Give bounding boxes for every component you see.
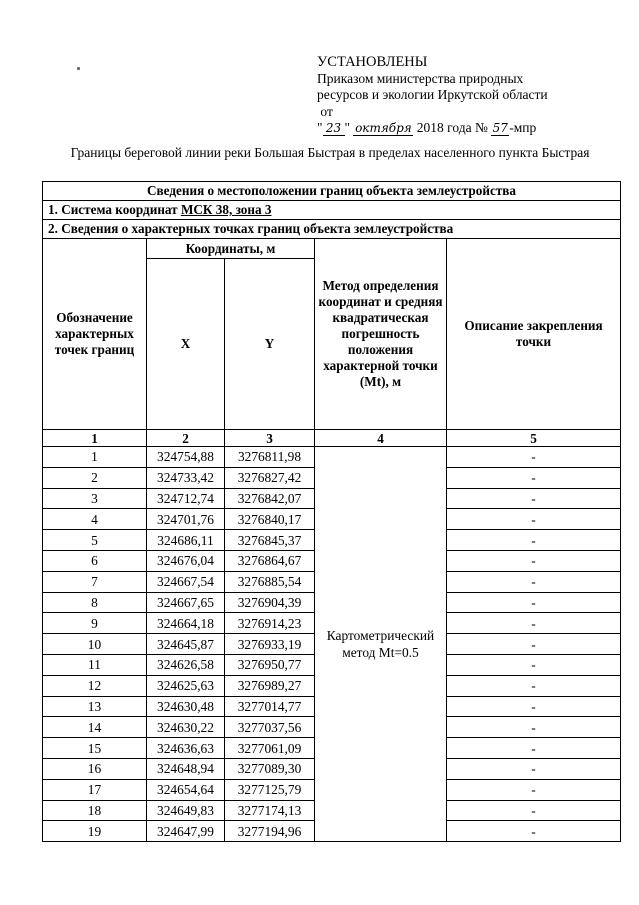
point-id: 1 <box>43 447 147 468</box>
point-x: 324667,54 <box>147 571 225 592</box>
approval-from: от <box>320 103 333 119</box>
point-y: 3277089,30 <box>225 758 315 779</box>
point-id: 12 <box>43 675 147 696</box>
point-description: - <box>447 758 621 779</box>
approval-ministry-line: ресурсов и экологии Иркутской области <box>317 87 548 102</box>
approval-month: октября <box>355 121 412 135</box>
point-id: 4 <box>43 509 147 530</box>
table-row <box>43 447 621 468</box>
point-x: 324664,18 <box>147 613 225 634</box>
point-id: 9 <box>43 613 147 634</box>
point-x: 324636,63 <box>147 738 225 759</box>
point-id: 17 <box>43 779 147 800</box>
approval-stamp <box>317 54 548 137</box>
point-x: 324645,87 <box>147 634 225 655</box>
point-x: 324676,04 <box>147 550 225 571</box>
point-description: - <box>447 488 621 509</box>
point-description: - <box>447 467 621 488</box>
point-y: 3276811,98 <box>225 447 315 468</box>
point-x: 324667,65 <box>147 592 225 613</box>
point-y: 3276845,37 <box>225 530 315 551</box>
col-number-3: 3 <box>225 430 315 447</box>
point-description: - <box>447 675 621 696</box>
col-number-5: 5 <box>447 430 621 447</box>
approval-year: 2018 года № <box>416 120 488 135</box>
quote-close: " <box>344 120 351 135</box>
col-x-header: X <box>147 259 225 430</box>
point-id: 19 <box>43 821 147 842</box>
method-cell: Картометрический метод Mt=0.5 <box>315 447 447 842</box>
approval-order-line: Приказом министерства природных <box>317 70 524 86</box>
col-number-1: 1 <box>43 430 147 447</box>
point-y: 3277125,79 <box>225 779 315 800</box>
point-description: - <box>447 717 621 738</box>
point-description: - <box>447 550 621 571</box>
point-id: 5 <box>43 530 147 551</box>
point-x: 324647,99 <box>147 821 225 842</box>
point-x: 324648,94 <box>147 758 225 779</box>
point-id: 18 <box>43 800 147 821</box>
scan-speck <box>77 67 80 70</box>
point-id: 7 <box>43 571 147 592</box>
document-title: Границы береговой линии реки Большая Быстрая в пределах населенного пункта Быстрая <box>70 145 590 160</box>
col-coordinates-header: Координаты, м <box>147 239 315 259</box>
point-y: 3276840,17 <box>225 509 315 530</box>
boundary-table <box>42 181 621 842</box>
point-x: 324654,64 <box>147 779 225 800</box>
points-header: 2. Сведения о характерных точках границ объекта землеустройства <box>43 220 621 239</box>
point-description: - <box>447 738 621 759</box>
point-y: 3277174,13 <box>225 800 315 821</box>
point-y: 3277037,56 <box>225 717 315 738</box>
approval-from-line <box>317 104 548 121</box>
point-x: 324701,76 <box>147 509 225 530</box>
point-x: 324686,11 <box>147 530 225 551</box>
point-y: 3277194,96 <box>225 821 315 842</box>
point-id: 10 <box>43 634 147 655</box>
col-number-2: 2 <box>147 430 225 447</box>
point-description: - <box>447 613 621 634</box>
col-y-header: Y <box>225 259 315 430</box>
point-description: - <box>447 571 621 592</box>
col-number-4: 4 <box>315 430 447 447</box>
point-x: 324630,48 <box>147 696 225 717</box>
point-description: - <box>447 779 621 800</box>
point-y: 3276864,67 <box>225 550 315 571</box>
point-description: - <box>447 800 621 821</box>
point-description: - <box>447 654 621 675</box>
point-description: - <box>447 821 621 842</box>
point-y: 3277014,77 <box>225 696 315 717</box>
point-y: 3276989,27 <box>225 675 315 696</box>
point-x: 324649,83 <box>147 800 225 821</box>
approval-number: 57 <box>492 121 508 135</box>
col-designation-header: Обозначение характерных точек границ <box>43 239 147 430</box>
point-y: 3276827,42 <box>225 467 315 488</box>
point-id: 2 <box>43 467 147 488</box>
point-description: - <box>447 509 621 530</box>
quote-open: " <box>317 120 323 135</box>
point-y: 3276842,07 <box>225 488 315 509</box>
section-header: Сведения о местоположении границ объекта землеустройства <box>43 182 621 201</box>
point-y: 3276933,19 <box>225 634 315 655</box>
point-description: - <box>447 530 621 551</box>
point-y: 3276914,23 <box>225 613 315 634</box>
point-x: 324630,22 <box>147 717 225 738</box>
point-id: 3 <box>43 488 147 509</box>
point-id: 14 <box>43 717 147 738</box>
point-x: 324626,58 <box>147 654 225 675</box>
approval-heading: УСТАНОВЛЕНЫ <box>317 54 428 70</box>
point-description: - <box>447 447 621 468</box>
point-x: 324733,42 <box>147 467 225 488</box>
point-x: 324754,88 <box>147 447 225 468</box>
point-id: 16 <box>43 758 147 779</box>
col-description-header: Описание закрепления точки <box>447 239 621 430</box>
point-x: 324712,74 <box>147 488 225 509</box>
point-description: - <box>447 634 621 655</box>
approval-day: 23 <box>323 122 345 136</box>
coordinate-system-value: МСК 38, зона 3 <box>180 202 272 217</box>
point-x: 324625,63 <box>147 675 225 696</box>
point-id: 11 <box>43 654 147 675</box>
approval-suffix: -мпр <box>509 120 537 135</box>
point-y: 3276885,54 <box>225 571 315 592</box>
point-id: 8 <box>43 592 147 613</box>
point-description: - <box>447 592 621 613</box>
col-method-header: Метод определения координат и средняя квадратическая погрешность положения характерной точки (Mt), м <box>315 239 447 430</box>
point-y: 3276904,39 <box>225 592 315 613</box>
point-id: 15 <box>43 738 147 759</box>
coordinate-system-label: 1. Система координат <box>48 202 178 217</box>
point-y: 3276950,77 <box>225 654 315 675</box>
approval-date-line <box>317 120 548 137</box>
coordinate-system-row <box>43 201 621 220</box>
point-description: - <box>447 696 621 717</box>
point-y: 3277061,09 <box>225 738 315 759</box>
column-numbers-row <box>43 430 621 447</box>
point-id: 6 <box>43 550 147 571</box>
point-id: 13 <box>43 696 147 717</box>
